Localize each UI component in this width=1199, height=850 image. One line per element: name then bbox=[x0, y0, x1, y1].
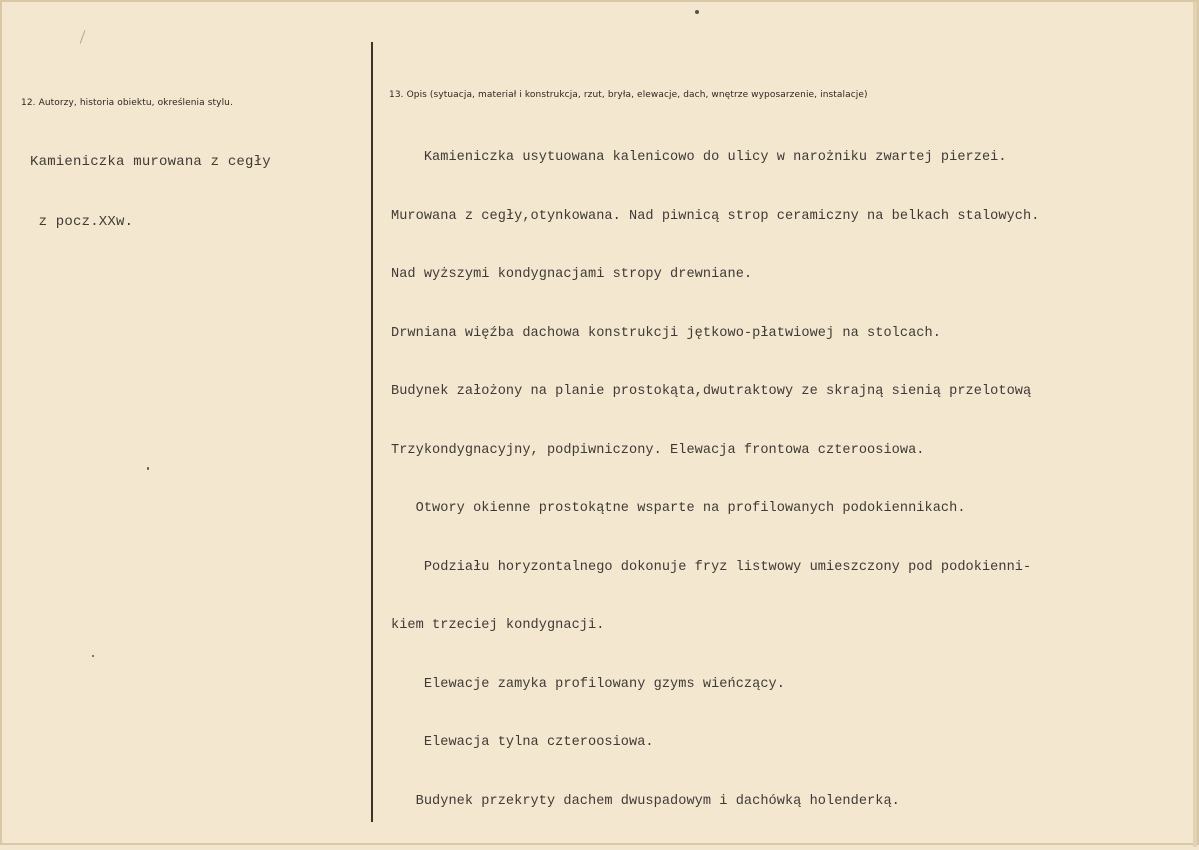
section-13-line: Nad wyższymi kondygnacjami stropy drewniane. bbox=[391, 267, 753, 282]
section-13-line: Otwory okienne prostokątne wsparte na profilowanych podokiennikach. bbox=[391, 501, 966, 516]
section-13-line: Budynek przekryty dachem dwuspadowym i dachówką holenderką. bbox=[391, 793, 900, 809]
section-12-line: z pocz.XXw. bbox=[30, 214, 134, 230]
section-13-line: Trzykondygnacyjny, podpiwniczony. Elewacja frontowa czteroosiowa. bbox=[391, 442, 925, 458]
section-13-line: Kamieniczka usytuowana kalenicowo do ulicy w narożniku zwartej pierzei. bbox=[391, 150, 1007, 165]
section-13-line: Drwniana więźba dachowa konstrukcji jętkowo-płatwiowej na stolcach. bbox=[391, 325, 941, 341]
sheet-edge bbox=[1193, 2, 1197, 847]
paper-speck bbox=[695, 10, 699, 14]
section-13-line: Podziału horyzontalnego dokonuje fryz listwowy umieszczony pod podokienni- bbox=[391, 559, 1032, 575]
section-13-line: kiem trzeciej kondygnacji. bbox=[391, 618, 605, 633]
section-12-text bbox=[30, 112, 271, 272]
section-12-line: Kamieniczka murowana z cegły bbox=[30, 154, 271, 170]
section-13-header: 13. Opis (sytuacja, materiał i konstrukcja, rzut, bryła, elewacje, dach, wnętrze wyposarzenie, instalacje) bbox=[389, 90, 868, 100]
column-divider bbox=[371, 42, 373, 822]
paper-speck bbox=[92, 655, 94, 657]
section-13-line: Elewacje zamyka profilowany gzyms wieńczący. bbox=[391, 676, 785, 692]
section-12-header: 12. Autorzy, historia obiektu, określenia stylu. bbox=[21, 98, 233, 108]
paper-speck bbox=[147, 467, 149, 470]
section-13-line: Elewacja tylna czteroosiowa. bbox=[391, 735, 654, 750]
section-13-text bbox=[391, 109, 1039, 850]
paper-scratch bbox=[80, 30, 86, 43]
section-13-line: Murowana z cegły,otynkowana. Nad piwnicą strop ceramiczny na belkach stalowych. bbox=[391, 208, 1040, 224]
section-13-line: Budynek założony na planie prostokąta,dwutraktowy ze skrajną sienią przelotową bbox=[391, 384, 1032, 399]
